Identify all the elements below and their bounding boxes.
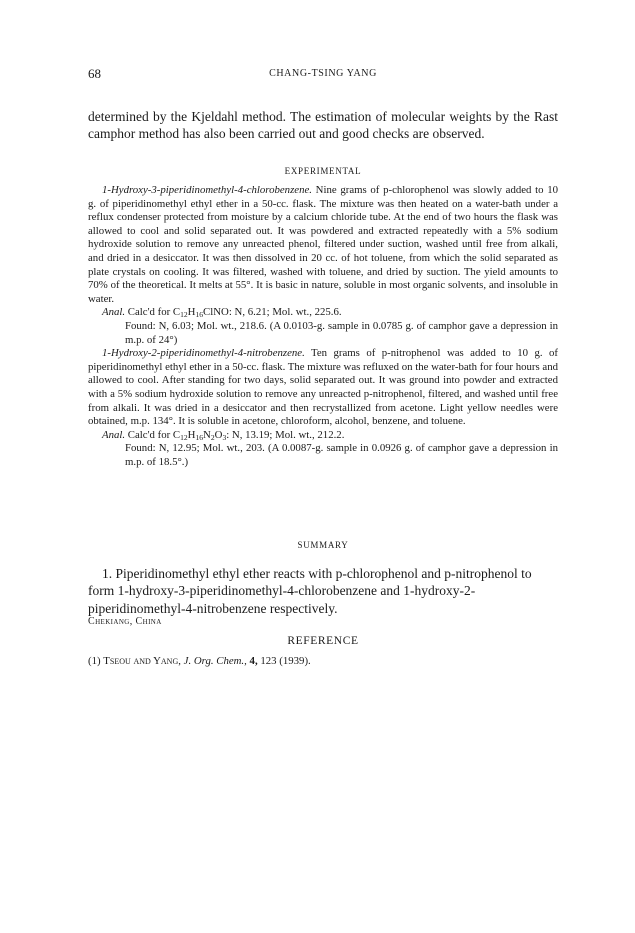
intro-text: determined by the Kjeldahl method. The estimation of molecular weights by the Rast camphor method has also been carried out and good checks are observed. (88, 109, 558, 142)
calc-text: H (187, 306, 196, 319)
compound2-paragraph (88, 347, 558, 429)
compound1-anal-label: Anal. (102, 306, 126, 319)
experimental-heading: EXPERIMENTAL (284, 166, 362, 176)
author-location: Chekiang, China (88, 616, 162, 627)
formula-subscript: 12 (180, 310, 188, 320)
compound1-name: 1-Hydroxy-3-piperidinomethyl-4-chlorobenzene. (102, 184, 312, 196)
compound1-found: Found: N, 6.03; Mol. wt., 218.6. (A 0.0103-g. sample in 0.0785 g. of camphor gave a depression in m.p. of 24°) (125, 319, 558, 346)
reference-number: (1) (88, 655, 101, 667)
formula-subscript: 12 (180, 432, 188, 442)
reference-item (88, 655, 311, 667)
calc-text: Calc'd for C (127, 306, 181, 319)
calc-text: : N, 13.19; Mol. wt., 212.2. (226, 428, 345, 441)
reference-pages: 123 (1939). (260, 655, 311, 667)
reference-volume: 4, (249, 655, 258, 667)
compound2-text: Ten grams of p-nitrophenol was added to 10 g. of piperidinomethyl ethyl ether in a 50-cc. flask. The mixture was refluxed on the water-bath for four hours and allowed to cool. After standing for two days, solid separated out. It was ground into powder and extracted with a 5% sodium hydroxide solution to remove any unreacted p-nitrophenol, filtered, and washed until free from alkali. It was dried in a desiccator and then recrystallized from acetone. Light yellow needles were obtained, m.p. 134°. It is soluble in acetone, chloroform, alcohol, benzene, and toluene. (88, 347, 558, 428)
calc-text: H (187, 428, 196, 441)
compound2-name: 1-Hydroxy-2-piperidinomethyl-4-nitrobenzene. (102, 347, 305, 360)
experimental-section (88, 184, 558, 469)
page-number: 68 (88, 66, 101, 81)
running-head: CHANG-TSING YANG (269, 68, 377, 79)
compound2-analysis (88, 429, 558, 443)
page-header (88, 66, 558, 84)
compound2-anal-label: Anal. (102, 428, 126, 441)
formula-subscript: 16 (195, 432, 204, 442)
compound1-analysis (88, 306, 558, 320)
reference-heading: REFERENCE (287, 635, 359, 647)
summary-heading: SUMMARY (297, 540, 349, 550)
formula-subscript: 3 (222, 432, 227, 442)
calc-text: ClNO: N, 6.21; Mol. wt., 225.6. (203, 306, 342, 319)
compound1-text: Nine grams of p-chlorophenol was slowly added to 10 g. of piperidinomethyl ethyl ether in a 50-cc. flask. The mixture was then heated on a water-bath under a reflux condenser protected from moisture by a calcium chloride tube. At the end of two hours the flask was allowed to cool and solid separated out. It was powdered and extracted repeatedly with a 5% sodium hydroxide solution to remove any unreacted phenol, filtered under suction, washed until free from alkali, and dried in a desiccator. It was then dissolved in 20 cc. of hot toluene, from which the solid separated as plate crystals on cooling. It was filtered, washed with toluene, and dried by suction. The yield amounts to 70% of the theoretical. It melts at 55°. It is basic in nature, soluble in most organic solvents, and insoluble in water. (88, 184, 559, 305)
formula-subscript: 2 (210, 432, 215, 442)
intro-paragraph (88, 108, 558, 143)
reference-authors: Tseou and Yang, (103, 655, 181, 667)
summary-text: 1. Piperidinomethyl ethyl ether reacts with p-chlorophenol and p-nitrophenol to form 1-hydroxy-3-piperidinomethyl-4-chlorobenzene and 1-hydroxy-2-piperidinomethyl-4-nitrobenzene respectively. (88, 566, 532, 616)
reference-journal: J. Org. Chem., (183, 655, 247, 667)
calc-text: N (203, 428, 211, 441)
formula-subscript: 16 (195, 310, 204, 320)
summary-paragraph (88, 565, 558, 617)
calc-text: O (214, 428, 223, 441)
compound2-found: Found: N, 12.95; Mol. wt., 203. (A 0.0087-g. sample in 0.0926 g. of camphor gave a depression in m.p. of 18.5°.) (125, 442, 558, 468)
compound1-paragraph (88, 184, 558, 306)
calc-text: Calc'd for C (127, 428, 181, 441)
